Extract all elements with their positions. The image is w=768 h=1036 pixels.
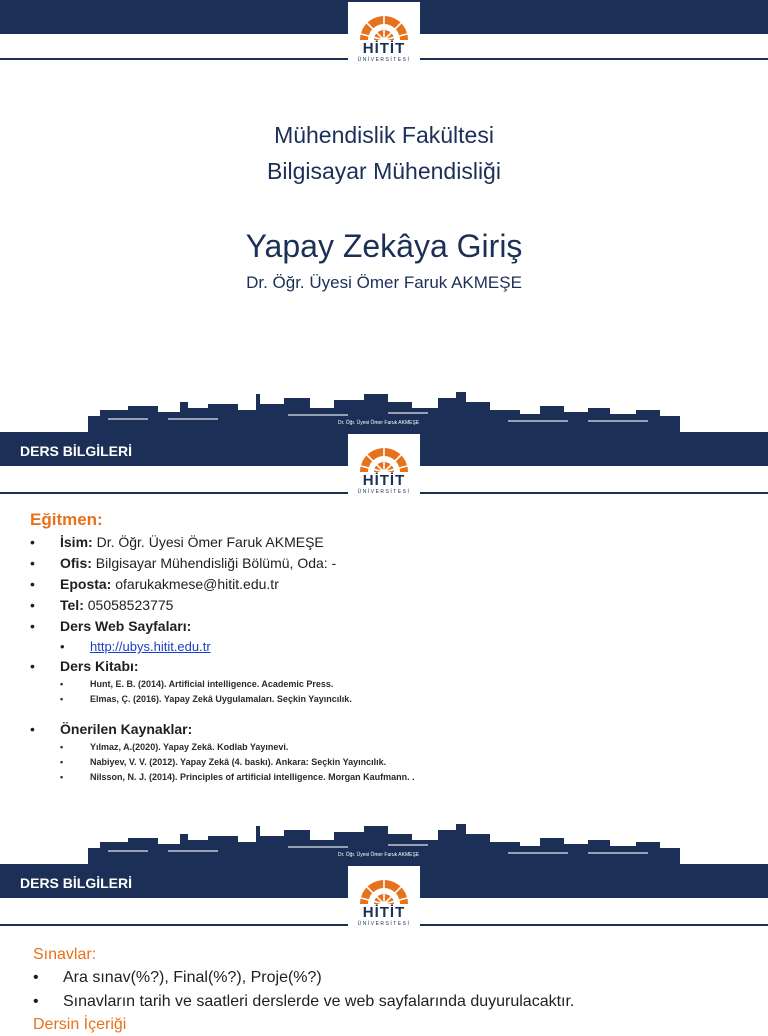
logo-name: HİTİT (362, 40, 406, 57)
sun-emblem-icon (358, 868, 410, 906)
info-label: Tel: (60, 597, 84, 613)
sun-emblem-icon (358, 436, 410, 474)
info-label: Eposta: (60, 576, 112, 592)
logo-name: HİTİT (362, 472, 406, 489)
department-name: Bilgisayar Mühendisliği (267, 158, 501, 184)
exam-item: • Ara sınav(%?), Final(%?), Proje(%?) (33, 966, 753, 990)
hitit-logo (348, 866, 420, 930)
sun-emblem-icon (358, 4, 410, 42)
web-link-item (30, 637, 750, 656)
references-label (30, 719, 750, 740)
instructor-name: Dr. Öğr. Üyesi Ömer Faruk AKMEŞE (246, 273, 522, 292)
logo-subtitle: ÜNİVERSİTESİ (357, 489, 411, 495)
info-item-email (30, 574, 750, 595)
hitit-logo (348, 2, 420, 66)
logo-name: HİTİT (362, 904, 406, 921)
info-value: Bilgisayar Mühendisliği Bölümü, Oda: - (95, 555, 337, 571)
reference-item: • Nilsson, N. J. (2014). Principles of artificial intelligence. Morgan Kaufmann. . (30, 770, 750, 785)
course-info-slide (0, 432, 768, 864)
logo-subtitle: ÜNİVERSİTESİ (357, 921, 411, 927)
course-content-label: Dersin İçeriği (33, 1016, 127, 1033)
title-slide (0, 0, 768, 432)
instructor-section-title: Eğitmen: (30, 510, 103, 529)
course-title: Yapay Zekâya Giriş (245, 228, 523, 264)
info-item-office (30, 553, 750, 574)
hitit-logo (348, 434, 420, 498)
textbook-item: • Hunt, E. B. (2014). Artificial intelligence. Academic Press. (30, 677, 750, 692)
info-label: İsim: (60, 534, 93, 550)
web-pages-label-text: Ders Web Sayfaları: (60, 618, 192, 634)
info-value: 05058523775 (87, 597, 174, 613)
ubys-link[interactable]: http://ubys.hitit.edu.tr (90, 639, 211, 654)
info-value: ofarukakmese@hitit.edu.tr (115, 576, 279, 592)
skyline-caption: Dr. Öğr. Üyesi Ömer Faruk AKMEŞE (338, 420, 420, 426)
slide-header-title: DERS BİLGİLERİ (20, 443, 133, 459)
reference-item: • Nabiyev, V. V. (2012). Yapay Zekâ (4. baskı). Ankara: Seçkin Yayıncılık. (30, 755, 750, 770)
faculty-name: Mühendislik Fakültesi (274, 122, 494, 148)
textbook-item: • Elmas, Ç. (2016). Yapay Zekâ Uygulamaları. Seçkin Yayıncılık. (30, 692, 750, 707)
web-pages-label (30, 616, 750, 637)
info-value: Dr. Öğr. Üyesi Ömer Faruk AKMEŞE (96, 534, 324, 550)
reference-item: • Yılmaz, A.(2020). Yapay Zekâ. Kodlab Yayınevi. (30, 740, 750, 755)
skyline-caption: Dr. Öğr. Üyesi Ömer Faruk AKMEŞE (338, 852, 420, 858)
info-label: Ofis: (60, 555, 92, 571)
exam-item: • Sınavların tarih ve saatleri derslerde ve web sayfalarında duyurulacaktır. (33, 990, 753, 1014)
exams-label: Sınavlar: (33, 946, 97, 963)
textbook-label-text: Ders Kitabı: (60, 658, 139, 674)
slide-header-title: DERS BİLGİLERİ (20, 875, 133, 891)
instructor-info (30, 510, 750, 785)
logo-subtitle: ÜNİVERSİTESİ (357, 57, 411, 63)
textbook-label (30, 656, 750, 677)
exam-info (33, 944, 753, 1036)
info-item-phone (30, 595, 750, 616)
course-info-slide-2 (0, 864, 768, 1033)
info-item-name (30, 532, 750, 553)
references-label-text: Önerilen Kaynaklar: (60, 721, 193, 737)
